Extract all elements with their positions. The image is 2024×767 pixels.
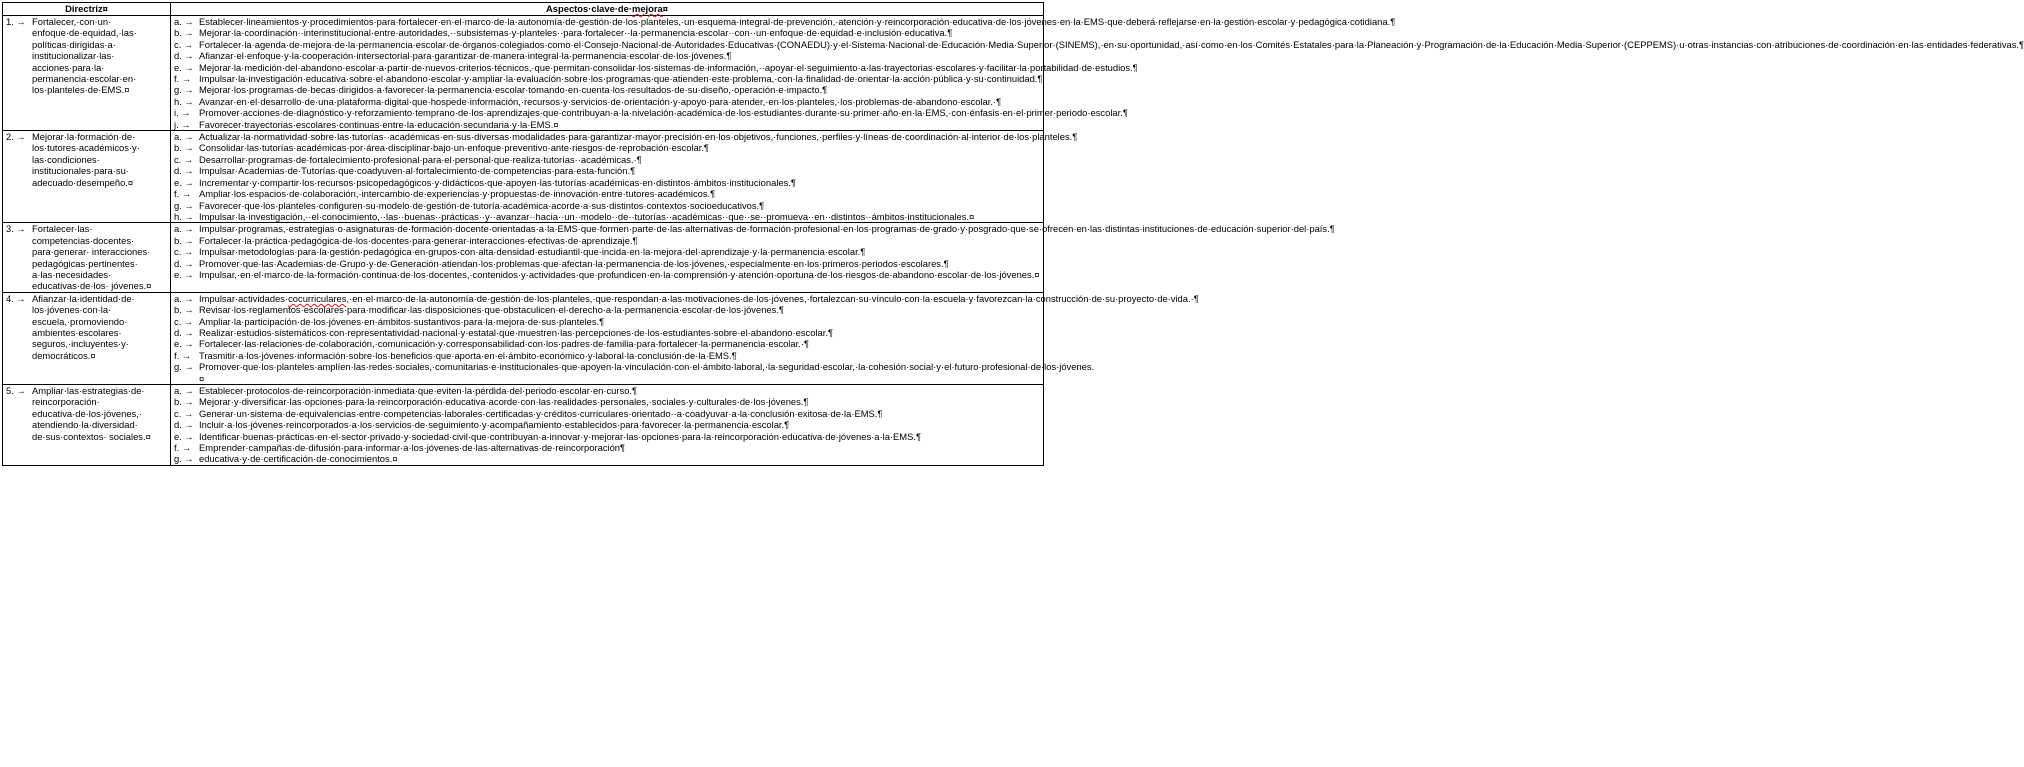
item-text: Impulsar,·en·el·marco·de·la·formación·continua·de·los·docentes,·contenidos·y·actividades·que·profundicen·en·la·comprensión·y·atención·oportuna·de·los·riesgos·de·abandono·escolar·de·los·jóvenes.¤ xyxy=(199,268,1040,280)
item-letter: c. → xyxy=(174,153,194,165)
directriz-number: 2. → xyxy=(6,131,26,143)
item-letter: b. → xyxy=(174,396,194,408)
item-text: Ampliar·la·participación·de·los·jóvenes·en·ámbitos·sustantivos·para·la·mejora·de·sus·planteles.¶ xyxy=(199,315,605,327)
item-letter: g. → xyxy=(174,84,194,96)
list-item xyxy=(174,304,1040,315)
item-letter: g. → xyxy=(174,199,194,211)
directriz-text: Ampliar·las·estrategias·de· reincorporación· educativa·de·los·jóvenes,· atendiendo·la·diversidad· de·sus·contextos· sociales.¤ xyxy=(32,385,151,442)
item-text: Identificar·buenas·prácticas·en·el·sector·privado·y·sociedad·civil·que·contribuyan·a·innovar·y·mejorar·las·opciones·para·la·reincorporación·educativa·de·jóvenes·a·la·EMS.¶ xyxy=(199,430,921,442)
directriz xyxy=(6,223,167,291)
item-text: Revisar·los·reglamentos·escolares·para·modificar·las·disposiciones·que·obstaculicen·el·derecho·a·la·permanencia·escolar·de·los·jóvenes.¶ xyxy=(199,304,784,316)
list-item xyxy=(174,119,1040,130)
list-item xyxy=(174,61,1138,73)
header-row xyxy=(3,3,1044,16)
list-item xyxy=(174,38,2024,50)
list-item xyxy=(174,165,1040,176)
table-row xyxy=(3,292,1044,384)
item-text: Promover·que·los·planteles·amplíen·las·redes·sociales,·comunitarias·e·institucionales·que·apoyen·la·vinculación·con·el·ámbito·laboral,·la·seguridad·escolar,·la·cohesión·social·y·el·futuro·profesional·de·los·jóvenes.¤ xyxy=(199,361,1095,384)
item-letter: a. → xyxy=(174,385,194,396)
list-item xyxy=(174,246,1040,257)
header-aspectos: Aspectos·clave·de·mejora¤ xyxy=(171,3,1044,16)
list-item xyxy=(174,188,1040,199)
item-text: Mejorar·la·coordinación··interinstitucional·entre·autoridades,··subsistemas·y·planteles··para·fortalecer··la·permanencia·escolar··con··un·enfoque·de·equidad·e·inclusión·educativa.¶ xyxy=(199,27,953,39)
item-text: Generar·un·sistema·de·equivalencias·entre·competencias·laborales·certificadas·y·créditos·curriculares·orientado··a·coadyuvar·a·la·conclusión·exitosa·de·la·EMS.¶ xyxy=(199,407,883,419)
directriz-text: Fortalecer,·con·un· enfoque·de·equidad,·las· políticas·dirigidas·a· institucionalizar·las· acciones·para·la· permanencia·escolar·en· los·planteles·de·EMS.¤ xyxy=(32,16,137,96)
item-letter: f. → xyxy=(174,73,192,85)
item-letter: j. → xyxy=(174,118,191,130)
list-item xyxy=(174,223,1335,235)
directriz-cell xyxy=(3,223,171,292)
list-item xyxy=(174,200,1040,211)
item-text: Desarrollar·programas·de·fortalecimiento·profesional·para·el·personal·que·realiza·tutorías··académicas.·¶ xyxy=(199,153,642,165)
item-letter: f. → xyxy=(174,442,192,454)
header-mejora-word: mejora xyxy=(632,3,663,14)
aspectos-cell xyxy=(171,292,1199,384)
aspectos-cell xyxy=(171,385,1044,466)
directriz-number: 3. → xyxy=(6,223,26,235)
list-item xyxy=(174,350,1040,361)
item-letter: a. → xyxy=(174,131,194,143)
item-text: Mejorar·la·medición·del·abandono·escolar·a·partir·de·nuevos·criterios·técnicos,·que·permitan·consolidar·los·sistemas·de·información,··apoyar·el·seguimiento·a·las·trayectorias·escolares·y·facilitar·la·portabilidad·de·estudios.¶ xyxy=(199,61,1138,73)
list-item xyxy=(174,154,1040,165)
item-text-part: Impulsar·actividades· xyxy=(199,292,289,304)
item-text: Impulsar·la·investigación,··el·conocimiento,··las··buenas··prácticas··y··avanzar··hacia··un··modelo··de··tutorías··académicas··que··se··promueva··en··distintos··ámbitos·institucionales.¤ xyxy=(199,210,975,222)
directriz-cell xyxy=(3,385,171,466)
item-letter: c. → xyxy=(174,246,194,258)
item-text: Favorecer·que·los·planteles·configuren·su·modelo·de·gestión·de·tutoría·académica·acorde·a·sus·distintos·contextos·socioeducativos.¶ xyxy=(199,199,765,211)
item-text: Ampliar·los·espacios·de·colaboración,·intercambio·de·experiencias·y·propuestas·de·innovación·entre·tutores·académicos.¶ xyxy=(199,188,716,200)
list-item xyxy=(174,431,1040,442)
item-text: Emprender·campañas·de·difusión·para·informar·a·los·jóvenes·de·las·alternativas·de·reincorporación¶ xyxy=(199,442,626,454)
item-letter: d. → xyxy=(174,165,194,177)
item-letter: d. → xyxy=(174,419,194,431)
directriz xyxy=(6,293,167,361)
item-letter: b. → xyxy=(174,304,194,316)
directriz-number: 5. → xyxy=(6,385,26,396)
directriz xyxy=(6,131,167,188)
item-letter: e. → xyxy=(174,176,194,188)
table-row xyxy=(3,131,1044,223)
item-letter: a. → xyxy=(174,292,194,304)
list-item xyxy=(174,385,1040,396)
list-item xyxy=(174,361,1095,384)
directrices-table xyxy=(2,2,2024,466)
item-text: Mejorar·y·diversificar·las·opciones·para·la·reincorporación·educativa·acorde·con·las·realidades·personales,·sociales·y·culturales·de·los·jóvenes.¶ xyxy=(199,396,809,408)
item-letter: b. → xyxy=(174,142,194,154)
list-item xyxy=(174,327,1040,338)
directriz-text: Afianzar·la·identidad·de· los·jóvenes·con·la· escuela,·promoviendo· ambientes·escolares· seguros,·incluyentes·y· democráticos.¤ xyxy=(32,292,135,361)
item-letter: d. → xyxy=(174,326,194,338)
item-letter: h. → xyxy=(174,95,194,107)
item-letter: h. → xyxy=(174,210,194,222)
item-letter: f. → xyxy=(174,349,192,361)
item-text: Impulsar·la·investigación·educativa·sobre·el·abandono·escolar·y·ampliar·la·evaluación·sobre·los·programas·que·atienden·este·problema,·con·la·finalidad·de·orientar·la·acción·pública·y·su·continuidad.¶ xyxy=(199,73,1043,85)
list-item xyxy=(174,292,1199,304)
aspectos-cell xyxy=(171,131,1078,223)
table-row xyxy=(3,223,1044,292)
directriz xyxy=(6,16,167,96)
item-letter: c. → xyxy=(174,315,194,327)
item-letter: e. → xyxy=(174,268,194,280)
directriz-number: 1. → xyxy=(6,16,26,27)
item-text: Promover·acciones·de·diagnóstico·y·reforzamiento·temprano·de·los·aprendizajes·que·contribuyan·a·la·nivelación·académica·de·los·estudiantes·durante·su·primer·año·en·la·EMS,·con·énfasis·en·el·primer·periodo·escolar.¶ xyxy=(199,107,1128,119)
directriz-text: Fortalecer·las· competencias·docentes· para·generar· interacciones· pedagógicas·pertinentes· a·las·necesidades· educativas·de·los· jóvenes.¤ xyxy=(32,223,152,292)
item-letter: c. → xyxy=(174,38,194,50)
aspectos-cell xyxy=(171,16,2024,131)
item-text-part: ,·en·el·marco·de·la·autonomía·de·gestión·de·los·planteles,·que·respondan·a·las·motivaciones·de·los·jóvenes,·fortalezcan·su·vínculo·con·la·escuela·y·favorezcan·la·construcción·de·su·proyecto·de·vida.·¶ xyxy=(346,292,1199,304)
item-text: Fortalecer·la·práctica·pedagógica·de·los·docentes·para·generar·interacciones·efectivas·de·aprendizaje.¶ xyxy=(199,234,638,246)
list-item xyxy=(174,338,1040,349)
item-text: Establecer·protocolos·de·reincorporación·inmediata·que·eviten·la·pérdida·del·periodo·escolar·en·curso.¶ xyxy=(199,385,638,396)
item-letter: e. → xyxy=(174,338,194,350)
misspelled-word: cocurriculares xyxy=(288,292,347,304)
item-text: Impulsar·Academias·de·Tutorías·que·coadyuven·al·fortalecimiento·de·competencias·para·esta·función.¶ xyxy=(199,165,636,177)
list-item xyxy=(174,142,1040,153)
item-text: Incrementar·y·compartir·los·recursos·psicopedagógicos·y·didácticos·que·apoyen·las·tutorías·académicas·en·distintos·ámbitos·institucionales.¶ xyxy=(199,176,796,188)
item-text: Avanzar·en·el·desarrollo·de·una·plataforma·digital·que·hospede·información,·recursos·y·servicios·de·orientación·y·apoyo·para·atender,·en·los·planteles,·los·problemas·de·abandono·escolar.·¶ xyxy=(199,95,1002,107)
item-text: Fortalecer·la·agenda·de·mejora·de·la·permanencia·escolar·de·órganos·colegiados·como·el·Consejo·Nacional·de·Autoridades·Educativas·(CONAEDU)·y·el·Sistema·Nacional·de·Educación·Media·Superior·(SINEMS),·en·su·oportunidad,·así·como·en·los·Comités·Estatales·para·la·Planeación·y·Programación·de·la·Educación·Media·Superior·(CEPPEMS)·u·otras·instancias·con·atribuciones·de·coordinación·en·las·entidades·federativas.¶ xyxy=(199,38,2024,50)
item-text: Consolidar·las·tutorías·académicas·por·área·disciplinar·bajo·un·enfoque·preventivo·ante·riesgos·de·reprobación·escolar.¶ xyxy=(199,142,709,154)
item-letter: d. → xyxy=(174,50,194,62)
list-item xyxy=(174,96,1040,107)
item-letter: i. → xyxy=(174,107,191,119)
list-item xyxy=(174,408,1040,419)
directriz-number: 4. → xyxy=(6,292,26,304)
list-item xyxy=(174,107,1128,119)
list-item xyxy=(174,316,1040,327)
item-text: Mejorar·los·programas·de·becas·dirigidos·a·favorecer·la·permanencia·escolar·tomando·en·cuenta·los·resultados·de·su·diseño,·operación·e·impacto.¶ xyxy=(199,84,828,96)
list-item xyxy=(174,269,1040,280)
item-letter: a. → xyxy=(174,223,194,235)
item-letter: a. → xyxy=(174,16,194,27)
item-text: Realizar·estudios·sistemáticos·con·representatividad·nacional·y·estatal·que·muestren·las·percepciones·de·los·estudiantes·sobre·el·abandono·escolar.¶ xyxy=(199,326,833,338)
item-text: Establecer·lineamientos·y·procedimientos·para·fortalecer·en·el·marco·de·la·autonomía·de·gestión·de·los·planteles,·un·esquema·integral·de·prevención,·atención·y·reincorporación·educativa·de·los·jóvenes·en·la·EMS·que·deberá·reflejarse·en·la·gestión·escolar·y·pedagógica·cotidiana.¶ xyxy=(199,16,1396,27)
list-item xyxy=(174,211,1040,222)
list-item xyxy=(174,419,1040,430)
item-letter: b. → xyxy=(174,234,194,246)
item-text: educativa·y·de·certificación·de·conocimientos.¤ xyxy=(199,453,398,465)
list-item xyxy=(174,131,1078,143)
table-row xyxy=(3,16,1044,131)
table-body xyxy=(3,16,2024,466)
list-item xyxy=(174,396,1040,407)
list-item xyxy=(174,235,1040,246)
item-text: Promover·que·las·Academias·de·Grupo·y·de·Generación·atiendan·los·problemas·que·afectan·la·permanencia·de·los·jóvenes,·especialmente·en·los·primeros·periodos·escolares.¶ xyxy=(199,257,949,269)
list-item xyxy=(174,27,1040,38)
aspectos-cell xyxy=(171,223,1335,292)
item-text: Afianzar·el·enfoque·y·la·cooperación·intersectorial·para·garantizar·de·manera·integral·la·permanencia·escolar·de·los·jóvenes.¶ xyxy=(199,50,732,62)
item-text: Actualizar·la·normatividad·sobre·las·tutorías··académicas·en·sus·diversas·modalidades·para·garantizar·mayor·precisión·en·los·objetivos,·funciones,·perfiles·y·líneas·de·coordinación·al·interior·de·los·planteles.¶ xyxy=(199,131,1078,143)
list-item xyxy=(174,73,1043,85)
item-text: Trasmitir·a·los·jóvenes·información·sobre·los·beneficios·que·aporta·en·el·ámbito·económico·y·laboral·la·conclusión·de·la·EMS.¶ xyxy=(199,349,737,361)
list-item xyxy=(174,258,1040,269)
item-text: Impulsar·metodologías·para·la·gestión·pedagógica·en·grupos·con·alta·densidad·estudiantil·que·incida·en·la·mejora·del·aprendizaje·y·la·permanencia·escolar.¶ xyxy=(199,246,866,258)
directriz-cell xyxy=(3,131,171,223)
item-letter: c. → xyxy=(174,407,194,419)
item-text: Favorecer·trayectorias·escolares·continuas·entre·la·educación·secundaria·y·la·EMS.¤ xyxy=(199,118,559,130)
list-item xyxy=(174,442,1040,453)
list-item xyxy=(174,84,1040,95)
directriz-cell xyxy=(3,16,171,131)
item-text xyxy=(199,293,1199,304)
table-row xyxy=(3,385,1044,466)
item-text: Incluir·a·los·jóvenes·reincorporados·a·los·servicios·de·seguimiento·y·acompañamiento·establecidos·para·favorecer·la·permanencia·escolar.¶ xyxy=(199,419,790,431)
item-text: Fortalecer·las·relaciones·de·colaboración,·comunicación·y·corresponsabilidad·con·los·padres·de·familia·para·fortalecer·la·permanencia·escolar.·¶ xyxy=(199,338,809,350)
list-item xyxy=(174,16,1396,27)
item-letter: e. → xyxy=(174,430,194,442)
directriz-text: Mejorar·la·formación·de· los·tutores·académicos·y· las·condiciones· institucionales·para·su· adecuado·desempeño.¤ xyxy=(32,131,140,188)
directriz-cell xyxy=(3,292,171,384)
list-item xyxy=(174,177,1040,188)
item-letter: b. → xyxy=(174,27,194,39)
item-letter: f. → xyxy=(174,188,192,200)
list-item xyxy=(174,50,1040,61)
item-text: Impulsar·programas,·estrategias·o·asignaturas·de·formación·docente·orientadas·a·la·EMS·que·formen·parte·de·las·alternativas·de·formación·profesional·en·los·programas·de·grado·y·posgrado·que·se·ofrecen·en·las·distintas·instituciones·de·educación·superior·del·país.¶ xyxy=(199,223,1335,235)
item-letter: e. → xyxy=(174,61,194,73)
directriz xyxy=(6,385,167,442)
item-letter: d. → xyxy=(174,257,194,269)
item-letter: g. → xyxy=(174,361,194,373)
header-directriz: Directriz¤ xyxy=(3,3,171,16)
list-item xyxy=(174,453,1040,464)
item-letter: g. → xyxy=(174,453,194,465)
